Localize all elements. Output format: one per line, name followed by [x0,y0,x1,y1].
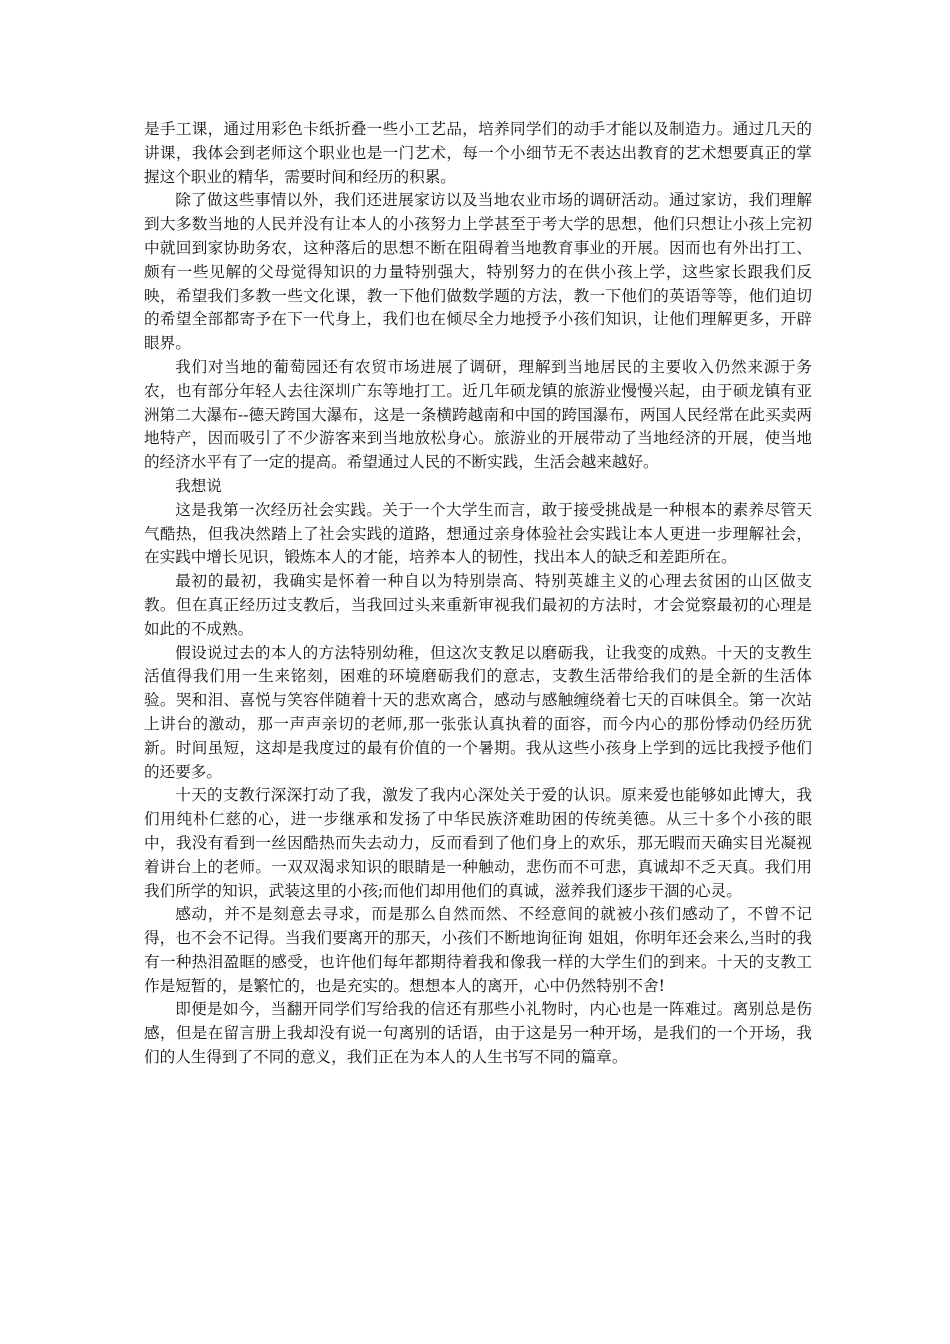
paragraph-farewell: 即便是如今，当翻开同学们写给我的信还有那些小礼物时，内心也是一阵难过。离别总是伤感，但是在留言册上我却没有说一句离别的话语，由于这是另一种开场，是我们的一个开场，我们的人生得到了不同的意义，我们正在为本人的人生书写不同的篇章。 [144,1000,812,1067]
paragraph-ten-days: 假设说过去的本人的方法特别幼稚，但这次支教足以磨砺我，让我变的成熟。十天的支教生活值得我们用一生来铭刻，困难的环境磨砺我们的意志，支教生活带给我们的是全新的生活体验。哭和泪、喜悦与笑容伴随着十天的悲欢离合，感动与感触缠绕着七天的百味俱全。第一次站上讲台的激动，那一声声亲切的老师,那一张张认真执着的面容，而今内心的那份悸动仍经历犹新。时间虽短，这却是我度过的最有价值的一个暑期。我从这些小孩身上学到的远比我授予他们的还要多。 [144,643,812,781]
paragraph-handcraft-class: 是手工课，通过用彩色卡纸折叠一些小工艺品，培养同学们的动手才能以及制造力。通过几天的讲课，我体会到老师这个职业也是一门艺术，每一个小细节无不表达出教育的艺术想要真正的掌握这个职业的精华，需要时间和经历的积累。 [144,120,812,186]
paragraph-initial-mindset: 最初的最初，我确实是怀着一种自以为特别崇高、特别英雄主义的心理去贫困的山区做支教。但在真正经历过支教后，当我回过头来重新审视我们最初的方法时，才会觉察最初的心理是如此的不成熟。 [144,572,812,638]
paragraph-home-visits: 除了做这些事情以外，我们还进展家访以及当地农业市场的调研活动。通过家访，我们理解到大多数当地的人民并没有让本人的小孩努力上学甚至于考大学的思想，他们只想让小孩上完初中就回到家协助务农，这种落后的思想不断在阻碍着当地教育事业的开展。因而也有外出打工、颇有一些见解的父母觉得知识的力量特别强大，特别努力的在供小孩上学，这些家长跟我们反映，希望我们多教一些文化课，教一下他们做数学题的方法，教一下他们的英语等等，他们迫切的希望全部都寄予在下一代身上，我们也在倾尽全力地授予小孩们知识，让他们理解更多，开辟眼界。 [144,191,812,353]
paragraph-love-awareness: 十天的支教行深深打动了我，激发了我内心深处关于爱的认识。原来爱也能够如此博大，我们用纯朴仁慈的心，进一步继承和发扬了中华民族济难助困的传统美德。从三十多个小孩的眼中，我没有看到一丝因酷热而失去动力，反而看到了他们身上的欢乐，那无暇而天确实目光凝视着讲台上的老师。一双双渴求知识的眼睛是一种触动，悲伤而不可悲，真诚却不乏天真。我们用我们所学的知识，武装这里的小孩;而他们却用他们的真诚，滋养我们逐步干涸的心灵。 [144,786,812,900]
paragraph-moved: 感动，并不是刻意去寻求，而是那么自然而然、不经意间的就被小孩们感动了，不曾不记得，也不会不记得。当我们要离开的那天，小孩们不断地询征询 姐姐，你明年还会来么,当时的我有一种热泪盈眶的感受，也许他们每年都期待着我和像我一样的大学生们的到来。十天的支教工作是短暂的，是繁忙的，也是充实的。想想本人的离开，心中仍然特别不舍! [144,905,812,995]
paragraph-market-research: 我们对当地的葡萄园还有农贸市场进展了调研，理解到当地居民的主要收入仍然来源于务农，也有部分年轻人去往深圳广东等地打工。近几年硕龙镇的旅游业慢慢兴起，由于硕龙镇有亚洲第二大瀑布--德天跨国大瀑布，这是一条横跨越南和中国的跨国瀑布，两国人民经常在此买卖两地特产，因而吸引了不少游客来到当地放松身心。旅游业的开展带动了当地经济的开展，使当地的经济水平有了一定的提高。希望通过人民的不断实践，生活会越来越好。 [144,357,812,472]
paragraph-first-practice: 这是我第一次经历社会实践。关于一个大学生而言，敢于接受挑战是一种根本的素养尽管天气酷热，但我决然踏上了社会实践的道路，想通过亲身体验社会实践让本人更进一步理解社会，在实践中增长见识，锻炼本人的才能，培养本人的韧性，找出本人的缺乏和差距所在。 [144,500,812,567]
section-heading: 我想说 [175,476,222,495]
document-body [144,118,812,1070]
